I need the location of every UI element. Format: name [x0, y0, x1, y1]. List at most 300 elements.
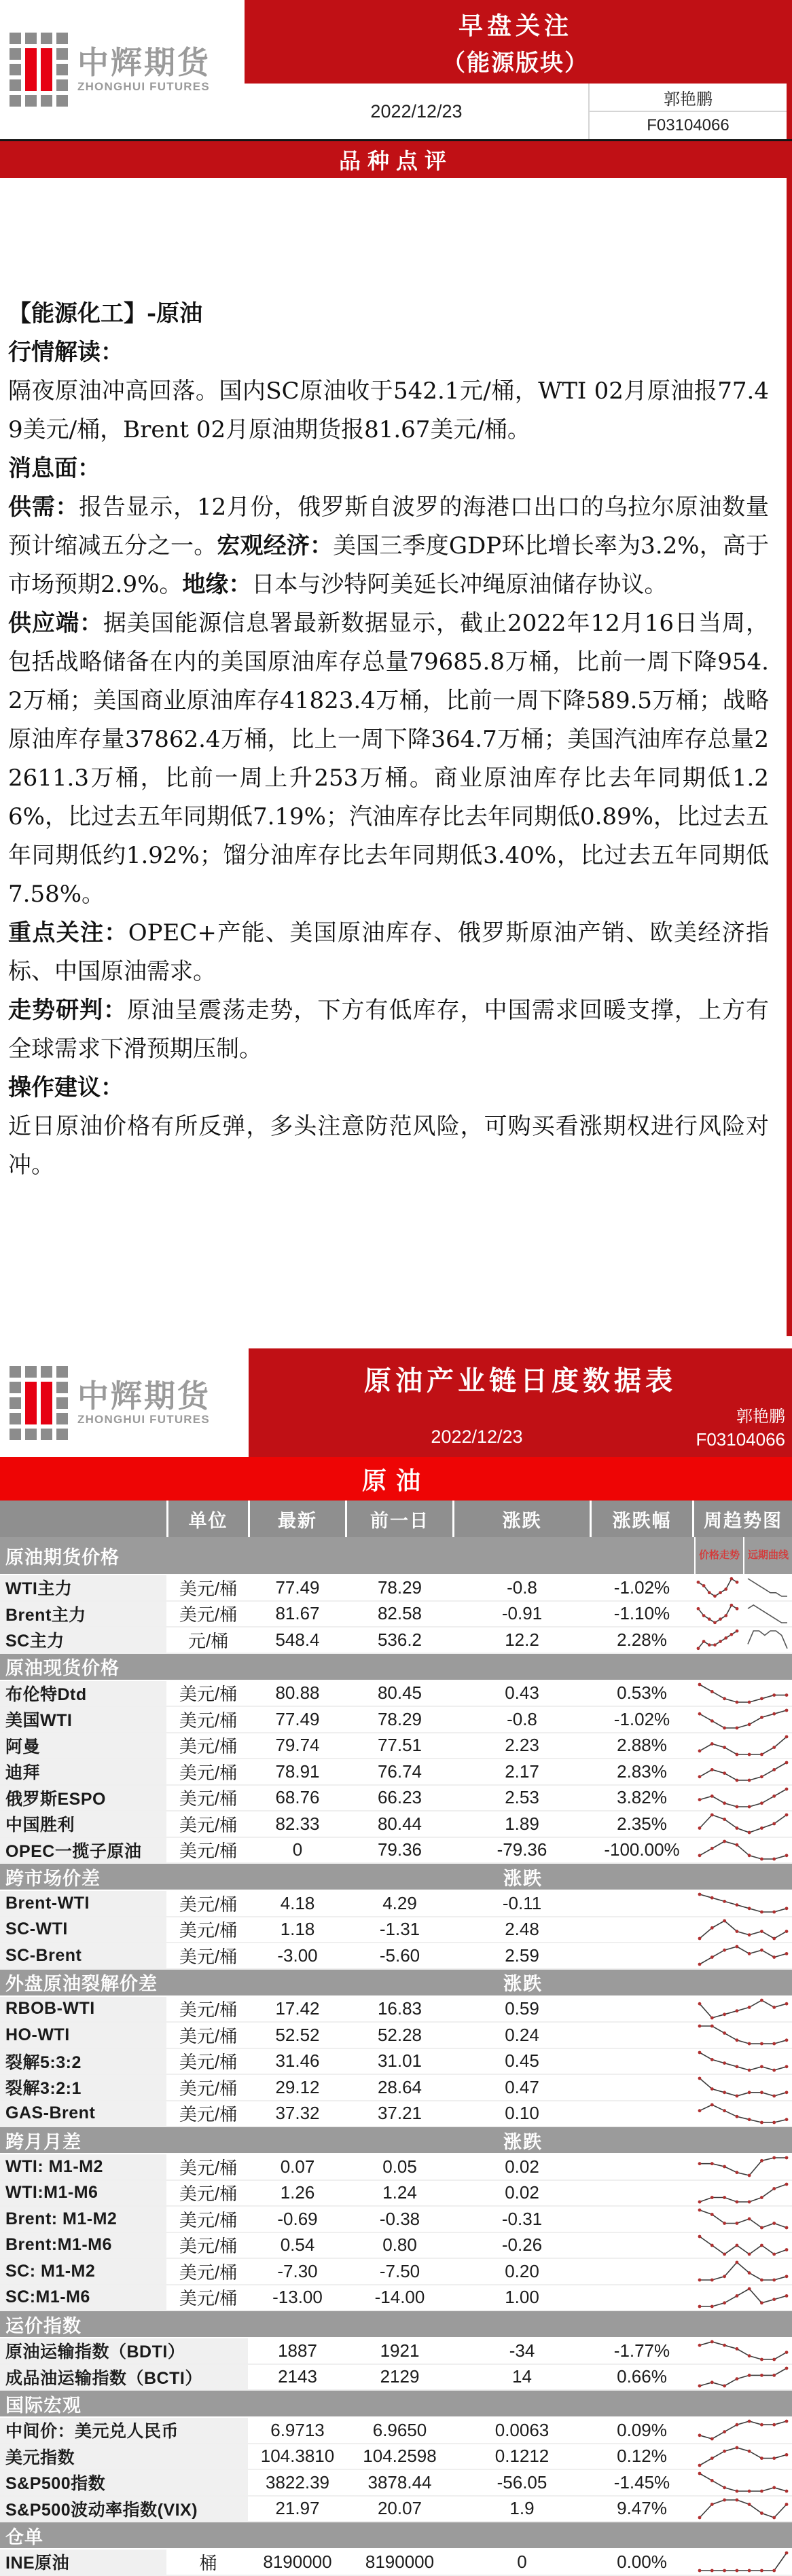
commentary-paragraph: 走势研判：原油呈震荡走势，下方有低库存，中国需求回暖支撑，上方有全球需求下滑预期压制。 — [8, 997, 770, 1063]
price-trend-sparkline — [694, 1707, 792, 1732]
section-header-原油期货价格 — [0, 1537, 792, 1575]
cell-latest: 8190000 — [250, 2550, 347, 2575]
table-row — [0, 2444, 792, 2471]
row-label: Brent-WTI — [0, 1891, 168, 1916]
price-trend-sparkline — [694, 2285, 792, 2311]
cell-previous: 77.51 — [347, 1733, 454, 1759]
cell-change-pct: 0.00% — [592, 2550, 694, 2575]
cell-previous: 4.29 — [347, 1891, 454, 1916]
brand-name-cn: 中辉期货 — [77, 1378, 211, 1414]
table-row — [0, 1681, 792, 1708]
table-row — [0, 1602, 792, 1628]
row-label: 成品油运输指数（BCTI） — [0, 2365, 250, 2390]
data-table-date: 2022/12/23 — [431, 1427, 523, 1447]
cell-change: -56.05 — [454, 2470, 592, 2495]
table-row — [0, 2101, 792, 2128]
cell-latest: 21.97 — [250, 2497, 347, 2522]
row-label: 原油运输指数（BDTI） — [0, 2338, 250, 2363]
row-label: 中间价：美元兑人民币 — [0, 2418, 250, 2443]
zhonghui-logo-icon — [10, 33, 68, 107]
commentary-body — [0, 178, 792, 1336]
cell-latest: 81.67 — [250, 1602, 347, 1627]
cell-previous: -14.00 — [347, 2285, 454, 2311]
cell-unit: 美元/桶 — [168, 2285, 250, 2311]
commentary-paragraph: 【能源化工】-原油 — [8, 300, 203, 327]
price-trend-sparkline — [694, 1602, 743, 1627]
cell-change: -0.31 — [454, 2207, 592, 2232]
section-chg-label: 涨跌 — [503, 2131, 543, 2152]
cell-change: 0 — [454, 2550, 592, 2575]
commentary-paragraph: 消息面： — [8, 455, 101, 482]
cell-change: -0.8 — [454, 1575, 592, 1600]
column-header-涨跌: 涨跌 — [454, 1501, 592, 1537]
analyst-name: 郭艳鹏 — [736, 1407, 785, 1426]
cell-change: -0.91 — [454, 1602, 592, 1627]
cell-change-pct: 0.66% — [592, 2365, 694, 2390]
cell-change: 0.43 — [454, 1681, 592, 1706]
cell-change-pct: -1.02% — [592, 1707, 694, 1732]
analyst-name: 郭艳鹏 — [590, 84, 787, 112]
price-trend-sparkline — [694, 1838, 792, 1863]
price-trend-sparkline — [694, 2101, 792, 2127]
section-chg-label: 涨跌 — [503, 1974, 543, 1994]
forward-curve-sparkline — [743, 1575, 792, 1600]
cell-unit: 美元/桶 — [168, 1681, 250, 1706]
column-header-周趋势图: 周趋势图 — [704, 1510, 782, 1531]
cell-latest: 37.32 — [250, 2101, 347, 2127]
price-trend-sparkline — [694, 2075, 792, 2100]
cell-previous: 82.58 — [347, 1602, 454, 1627]
table-row — [0, 2338, 792, 2365]
row-label: Brent: M1-M2 — [0, 2207, 168, 2232]
cell-latest: 80.88 — [250, 1681, 347, 1706]
table-column-header — [0, 1501, 792, 1537]
price-trend-sparkline — [694, 2049, 792, 2074]
table-row — [0, 1707, 792, 1733]
section-title: 原油期货价格 — [5, 1547, 120, 1568]
cell-change-pct: 9.47% — [592, 2497, 694, 2522]
table-row — [0, 1917, 792, 1944]
cell-unit: 美元/桶 — [168, 1917, 250, 1943]
forward-curve-sparkline — [743, 1602, 792, 1627]
cell-previous: 1.24 — [347, 2181, 454, 2206]
price-trend-sparkline — [694, 2233, 792, 2258]
cell-previous: 2129 — [347, 2365, 454, 2390]
price-trend-sparkline — [694, 1681, 792, 1706]
commodity-bar-label: 原油 — [361, 1466, 430, 1494]
cell-unit: 美元/桶 — [168, 2049, 250, 2074]
cell-change: 2.59 — [454, 1943, 592, 1968]
table-row — [0, 1997, 792, 2023]
price-trend-sparkline — [694, 2365, 792, 2390]
cell-latest: 104.3810 — [250, 2444, 347, 2469]
cell-unit: 桶 — [168, 2550, 250, 2575]
data-table-header — [0, 1348, 792, 1457]
cell-change-pct: -1.77% — [592, 2338, 694, 2363]
row-label: WTI: M1-M2 — [0, 2154, 168, 2179]
price-trend-sparkline — [694, 2550, 792, 2575]
daily-data-table — [0, 1501, 792, 2576]
commentary-paragraph: 重点关注：OPEC+产能、美国原油库存、俄罗斯原油产销、欧美经济指标、中国原油需求。 — [8, 919, 770, 985]
table-row — [0, 2023, 792, 2049]
row-label: Brent主力 — [0, 1602, 168, 1627]
cell-latest: 68.76 — [250, 1786, 347, 1811]
report-title-line2: （能源版块） — [442, 50, 589, 76]
section-header-跨市场价差 — [0, 1864, 792, 1891]
row-label: 裂解3:2:1 — [0, 2075, 168, 2100]
trend-sub-label: 远期曲线 — [743, 1537, 792, 1574]
cell-unit: 元/桶 — [168, 1627, 250, 1653]
cell-previous: 80.45 — [347, 1681, 454, 1706]
cell-previous: -7.50 — [347, 2259, 454, 2284]
cell-unit: 美元/桶 — [168, 2259, 250, 2284]
cell-latest: 31.46 — [250, 2049, 347, 2074]
table-row — [0, 2550, 792, 2576]
table-row — [0, 2207, 792, 2233]
cell-unit: 美元/桶 — [168, 1838, 250, 1863]
table-row — [0, 2285, 792, 2312]
price-trend-sparkline — [694, 2181, 792, 2206]
price-trend-sparkline — [694, 1733, 792, 1759]
cell-change-pct: 0.09% — [592, 2418, 694, 2443]
price-trend-sparkline — [694, 2470, 792, 2495]
section-header-运价指数 — [0, 2311, 792, 2338]
brand-logo — [0, 0, 245, 139]
cell-change: 0.47 — [454, 2075, 592, 2100]
price-trend-sparkline — [694, 1943, 792, 1968]
row-label: S&P500波动率指数(VIX) — [0, 2497, 250, 2522]
price-trend-sparkline — [694, 1786, 792, 1811]
cell-change: 1.00 — [454, 2285, 592, 2311]
row-label: RBOB-WTI — [0, 1997, 168, 2022]
cell-change: 0.59 — [454, 1997, 592, 2022]
cell-change-pct — [592, 2049, 694, 2074]
cell-change-pct — [592, 1891, 694, 1916]
price-trend-sparkline — [694, 1811, 792, 1837]
section-title: 外盘原油裂解价差 — [5, 1974, 158, 1994]
cell-latest: -13.00 — [250, 2285, 347, 2311]
price-trend-sparkline — [694, 2338, 792, 2363]
commentary-paragraph: 行情解读： — [8, 339, 124, 366]
report-title-banner — [245, 0, 787, 84]
cell-change-pct: 0.12% — [592, 2444, 694, 2469]
cell-change-pct — [592, 2259, 694, 2284]
table-body — [0, 1537, 792, 2576]
section-header-仓单 — [0, 2522, 792, 2550]
commodity-bar — [0, 1457, 792, 1501]
row-label: SC-WTI — [0, 1917, 168, 1943]
cell-previous: 20.07 — [347, 2497, 454, 2522]
cell-previous: 1921 — [347, 2338, 454, 2363]
price-trend-sparkline — [694, 2418, 792, 2443]
cell-unit: 美元/桶 — [168, 2075, 250, 2100]
price-trend-sparkline — [694, 1891, 792, 1916]
cell-unit: 美元/桶 — [168, 1733, 250, 1759]
cell-change: 0.0063 — [454, 2418, 592, 2443]
cell-change: 2.17 — [454, 1759, 592, 1784]
cell-latest: 0.07 — [250, 2154, 347, 2179]
cell-change: 0.1212 — [454, 2444, 592, 2469]
cell-unit: 美元/桶 — [168, 2023, 250, 2048]
cell-change-pct: -100.00% — [592, 1838, 694, 1863]
table-row — [0, 2418, 792, 2444]
cell-latest: 77.49 — [250, 1575, 347, 1600]
section-header-原油现货价格 — [0, 1654, 792, 1681]
price-trend-sparkline — [694, 1627, 743, 1653]
cell-unit: 美元/桶 — [168, 1786, 250, 1811]
trend-sub-label: 价格走势 — [694, 1537, 743, 1574]
row-label: 俄罗斯ESPO — [0, 1786, 168, 1811]
cell-change-pct: -1.10% — [592, 1602, 694, 1627]
column-header-前一日: 前一日 — [347, 1501, 454, 1537]
data-table-banner — [245, 1348, 792, 1457]
brand-name-cn: 中辉期货 — [77, 45, 211, 81]
cell-change-pct — [592, 2023, 694, 2048]
row-label: 美元指数 — [0, 2444, 250, 2469]
section-title: 跨月月差 — [5, 2131, 82, 2152]
morning-report-header — [0, 0, 792, 139]
cell-previous: 6.9650 — [347, 2418, 454, 2443]
commentary-section-title: 品种点评 — [338, 149, 453, 173]
table-row — [0, 2075, 792, 2101]
cell-change: -0.8 — [454, 1707, 592, 1732]
cell-latest: 29.12 — [250, 2075, 347, 2100]
row-label: GAS-Brent — [0, 2101, 168, 2127]
table-row — [0, 1811, 792, 1838]
table-row — [0, 2470, 792, 2497]
cell-latest: -3.00 — [250, 1943, 347, 1968]
section-header-国际宏观 — [0, 2391, 792, 2418]
cell-change: 0.02 — [454, 2154, 592, 2179]
row-label: WTI主力 — [0, 1575, 168, 1600]
table-row — [0, 1943, 792, 1970]
cell-change: -79.36 — [454, 1838, 592, 1863]
table-row — [0, 2181, 792, 2207]
cell-change: 1.9 — [454, 2497, 592, 2522]
cell-unit: 美元/桶 — [168, 1811, 250, 1837]
section-header-跨月月差 — [0, 2127, 792, 2154]
cell-change-pct: -1.02% — [592, 1575, 694, 1600]
cell-change-pct — [592, 1997, 694, 2022]
price-trend-sparkline — [694, 2497, 792, 2522]
cell-latest: 1.18 — [250, 1917, 347, 1943]
commentary-paragraph: 操作建议： — [8, 1074, 124, 1101]
cell-change-pct — [592, 2207, 694, 2232]
data-table-title: 原油产业链日度数据表 — [364, 1366, 677, 1396]
row-label: WTI:M1-M6 — [0, 2181, 168, 2206]
cell-unit: 美元/桶 — [168, 2233, 250, 2258]
table-row — [0, 2049, 792, 2076]
cell-change: 12.2 — [454, 1627, 592, 1653]
cell-unit: 美元/桶 — [168, 2207, 250, 2232]
section-title: 仓单 — [5, 2526, 43, 2547]
section-chg-label: 涨跌 — [503, 1868, 543, 1889]
cell-change: 0.45 — [454, 2049, 592, 2074]
cell-change: -34 — [454, 2338, 592, 2363]
cell-latest: 79.74 — [250, 1733, 347, 1759]
cell-change-pct — [592, 1943, 694, 1968]
table-row — [0, 2497, 792, 2523]
cell-change-pct — [592, 2101, 694, 2127]
cell-change-pct: 3.82% — [592, 1786, 694, 1811]
cell-previous: -1.31 — [347, 1917, 454, 1943]
zhonghui-logo-icon — [10, 1366, 68, 1440]
row-label: HO-WTI — [0, 2023, 168, 2048]
forward-curve-sparkline — [743, 1627, 792, 1653]
analyst-id: F03104066 — [696, 1429, 785, 1450]
cell-unit: 美元/桶 — [168, 2181, 250, 2206]
table-row — [0, 1759, 792, 1786]
row-label: SC:M1-M6 — [0, 2285, 168, 2311]
cell-unit: 美元/桶 — [168, 1707, 250, 1732]
cell-previous: -0.38 — [347, 2207, 454, 2232]
cell-change: 0.24 — [454, 2023, 592, 2048]
price-trend-sparkline — [694, 1575, 743, 1600]
row-label: SC-Brent — [0, 1943, 168, 1968]
cell-previous: 3878.44 — [347, 2470, 454, 2495]
cell-change-pct: 0.53% — [592, 1681, 694, 1706]
cell-latest: 2143 — [250, 2365, 347, 2390]
price-trend-sparkline — [694, 1917, 792, 1943]
cell-latest: 548.4 — [250, 1627, 347, 1653]
row-label: SC: M1-M2 — [0, 2259, 168, 2284]
cell-change: 2.23 — [454, 1733, 592, 1759]
column-header-单位: 单位 — [168, 1501, 250, 1537]
row-label: 中国胜利 — [0, 1811, 168, 1837]
table-row — [0, 1891, 792, 1917]
row-label: SC主力 — [0, 1627, 168, 1653]
price-trend-sparkline — [694, 2154, 792, 2179]
cell-previous: 28.64 — [347, 2075, 454, 2100]
row-label: 美国WTI — [0, 1707, 168, 1732]
cell-latest: 82.33 — [250, 1811, 347, 1837]
commentary-section-bar — [0, 139, 792, 178]
cell-change: -0.11 — [454, 1891, 592, 1916]
row-label: S&P500指数 — [0, 2470, 250, 2495]
cell-previous: 37.21 — [347, 2101, 454, 2127]
cell-previous: 104.2598 — [347, 2444, 454, 2469]
cell-previous: -5.60 — [347, 1943, 454, 1968]
analyst-id: F03104066 — [647, 116, 730, 134]
row-label: OPEC一揽子原油 — [0, 1838, 168, 1863]
table-row — [0, 2259, 792, 2285]
table-row — [0, 1575, 792, 1602]
cell-latest: 17.42 — [250, 1997, 347, 2022]
row-label: Brent:M1-M6 — [0, 2233, 168, 2258]
cell-latest: -0.69 — [250, 2207, 347, 2232]
cell-change: 0.02 — [454, 2181, 592, 2206]
column-header-label — [0, 1501, 168, 1537]
table-row — [0, 1838, 792, 1864]
cell-change-pct: -1.45% — [592, 2470, 694, 2495]
cell-change: 2.53 — [454, 1786, 592, 1811]
cell-unit: 美元/桶 — [168, 1943, 250, 1968]
price-trend-sparkline — [694, 2444, 792, 2469]
cell-latest: 1887 — [250, 2338, 347, 2363]
cell-unit: 美元/桶 — [168, 1575, 250, 1600]
section-title: 国际宏观 — [5, 2395, 82, 2416]
commentary-paragraph: 供需：报告显示，12月份，俄罗斯自波罗的海港口出口的乌拉尔原油数量预计缩减五分之一。宏观经济：美国三季度GDP环比增长率为3.2%，高于市场预期2.9%。地缘：日本与沙特阿美延长冲绳原油储存协议。 — [8, 494, 769, 598]
cell-latest: 78.91 — [250, 1759, 347, 1784]
cell-change-pct: 2.35% — [592, 1811, 694, 1837]
cell-change-pct — [592, 2233, 694, 2258]
section-title: 原油现货价格 — [5, 1658, 120, 1678]
cell-change-pct — [592, 2075, 694, 2100]
cell-unit: 美元/桶 — [168, 1759, 250, 1784]
column-header-最新: 最新 — [250, 1501, 347, 1537]
commentary-paragraph: 隔夜原油冲高回落。国内SC原油收于542.1元/桶，WTI 02月原油报77.49美元/桶，Brent 02月原油期货报81.67美元/桶。 — [8, 378, 769, 443]
cell-unit: 美元/桶 — [168, 1997, 250, 2022]
price-trend-sparkline — [694, 2207, 792, 2232]
cell-unit: 美元/桶 — [168, 1602, 250, 1627]
cell-change-pct: 2.28% — [592, 1627, 694, 1653]
cell-change-pct — [592, 2181, 694, 2206]
cell-latest: 4.18 — [250, 1891, 347, 1916]
price-trend-sparkline — [694, 2259, 792, 2284]
section-title: 运价指数 — [5, 2315, 82, 2336]
cell-previous: 76.74 — [347, 1759, 454, 1784]
column-header-涨跌幅: 涨跌幅 — [592, 1501, 694, 1537]
cell-change: 2.48 — [454, 1917, 592, 1943]
cell-unit: 美元/桶 — [168, 2154, 250, 2179]
brand-name-en: ZHONGHUI FUTURES — [77, 79, 210, 93]
cell-previous: 0.05 — [347, 2154, 454, 2179]
price-trend-sparkline — [694, 1997, 792, 2022]
cell-previous: 536.2 — [347, 1627, 454, 1653]
table-row — [0, 1627, 792, 1654]
price-trend-sparkline — [694, 2023, 792, 2048]
section-title: 跨市场价差 — [5, 1868, 101, 1889]
analyst-box — [588, 84, 787, 139]
row-label: 裂解5:3:2 — [0, 2049, 168, 2074]
cell-change: 14 — [454, 2365, 592, 2390]
cell-change-pct — [592, 2154, 694, 2179]
table-row — [0, 1733, 792, 1760]
cell-change: 0.10 — [454, 2101, 592, 2127]
cell-previous: 80.44 — [347, 1811, 454, 1837]
cell-latest: 0 — [250, 1838, 347, 1863]
row-label: 阿曼 — [0, 1733, 168, 1759]
section-header-外盘原油裂解价差 — [0, 1970, 792, 1997]
cell-latest: -7.30 — [250, 2259, 347, 2284]
analyst-box-2 — [696, 1406, 785, 1452]
commentary-paragraph: 供应端：据美国能源信息署最新数据显示，截止2022年12月16日当周，包括战略储备在内的美国原油库存总量79685.8万桶，比前一周下降954.2万桶；美国商业原油库存41823.4万桶，比前一周下降589.5万桶；战略原油库存量37862.4万桶，比上一周下降364.7万桶；美国汽油库存总量22611.3万桶，比前一周上升253万桶。商业原油库存比去年同期低1.26%，比过去五年同期低7.19%；汽油库存比去年同期低0.89%，比过去五年同期低约1.92%；馏分油库存比去年同期低3.40%，比过去五年同期低7.58%。 — [8, 610, 769, 908]
divider-gap — [0, 1336, 792, 1348]
cell-previous: 31.01 — [347, 2049, 454, 2074]
cell-previous: 16.83 — [347, 1997, 454, 2022]
cell-change: 0.20 — [454, 2259, 592, 2284]
cell-previous: 8190000 — [347, 2550, 454, 2575]
row-label: 布伦特Dtd — [0, 1681, 168, 1706]
cell-previous: 79.36 — [347, 1838, 454, 1863]
report-title-line1: 早盘关注 — [458, 11, 573, 39]
cell-latest: 0.54 — [250, 2233, 347, 2258]
report-date: 2022/12/23 — [370, 100, 463, 122]
cell-previous: 0.80 — [347, 2233, 454, 2258]
price-trend-sparkline — [694, 1759, 792, 1784]
table-row — [0, 2233, 792, 2260]
row-label: INE原油 — [0, 2550, 168, 2575]
cell-previous: 52.28 — [347, 2023, 454, 2048]
cell-change-pct — [592, 2285, 694, 2311]
cell-latest: 52.52 — [250, 2023, 347, 2048]
table-row — [0, 2365, 792, 2391]
cell-previous: 78.29 — [347, 1707, 454, 1732]
cell-change-pct — [592, 1917, 694, 1943]
table-row — [0, 1786, 792, 1812]
brand-logo-2 — [0, 1348, 245, 1457]
cell-change: -0.26 — [454, 2233, 592, 2258]
